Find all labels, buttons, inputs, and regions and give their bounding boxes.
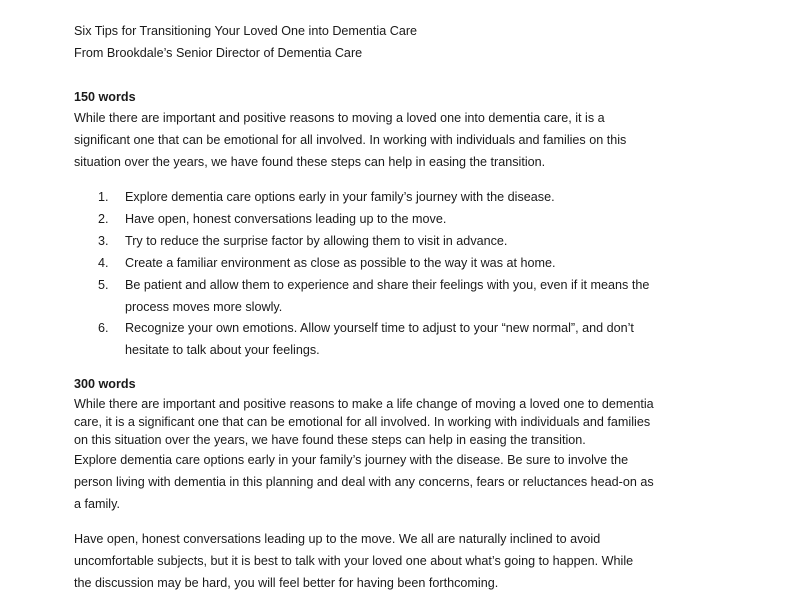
- list-item-continuation: process moves more slowly.: [125, 300, 283, 314]
- list-item-number: 5.: [98, 278, 109, 292]
- section-300-paragraph-line: the discussion may be hard, you will feel better for having been forthcoming.: [74, 576, 499, 590]
- section-150-heading: 150 words: [74, 90, 136, 104]
- section-150-intro-line: situation over the years, we have found these steps can help in easing the transition.: [74, 155, 546, 169]
- list-item-number: 4.: [98, 256, 109, 270]
- list-item: Have open, honest conversations leading up to the move.: [125, 212, 447, 226]
- list-item-number: 1.: [98, 190, 109, 204]
- section-150-intro-line: While there are important and positive reasons to moving a loved one into dementia care, it is a: [74, 111, 605, 125]
- list-item-number: 6.: [98, 321, 109, 335]
- section-300-intro-line: care, it is a significant one that can be emotional for all involved. In working with individuals and families: [74, 415, 651, 429]
- section-300-intro-line: on this situation over the years, we have found these steps can help in easing the transition.: [74, 433, 586, 447]
- section-300-paragraph-line: Have open, honest conversations leading up to the move. We all are naturally inclined to avoid: [74, 532, 601, 546]
- section-300-paragraph-line: Explore dementia care options early in your family’s journey with the disease. Be sure to involve the: [74, 453, 629, 467]
- list-item: Try to reduce the surprise factor by allowing them to visit in advance.: [125, 234, 508, 248]
- section-300-paragraph-line: uncomfortable subjects, but it is best to talk with your loved one about what’s going to happen. While: [74, 554, 634, 568]
- list-item-number: 2.: [98, 212, 109, 226]
- document-title: Six Tips for Transitioning Your Loved One into Dementia Care: [74, 24, 418, 38]
- section-300-paragraph-line: a family.: [74, 497, 120, 511]
- list-item: Create a familiar environment as close as possible to the way it was at home.: [125, 256, 556, 270]
- section-300-intro-line: While there are important and positive reasons to make a life change of moving a loved one to dementia: [74, 397, 654, 411]
- list-item: Recognize your own emotions. Allow yourself time to adjust to your “new normal”, and don’t: [125, 321, 634, 335]
- section-300-paragraph-line: person living with dementia in this planning and deal with any concerns, fears or reluctances head-on as: [74, 475, 654, 489]
- section-150-intro-line: significant one that can be emotional for all involved. In working with individuals and families on this: [74, 133, 627, 147]
- list-item-continuation: hesitate to talk about your feelings.: [125, 343, 320, 357]
- list-item: Explore dementia care options early in your family’s journey with the disease.: [125, 190, 555, 204]
- list-item-number: 3.: [98, 234, 109, 248]
- list-item: Be patient and allow them to experience and share their feelings with you, even if it means the: [125, 278, 650, 292]
- section-300-heading: 300 words: [74, 377, 136, 391]
- document-subtitle: From Brookdale’s Senior Director of Dementia Care: [74, 46, 363, 60]
